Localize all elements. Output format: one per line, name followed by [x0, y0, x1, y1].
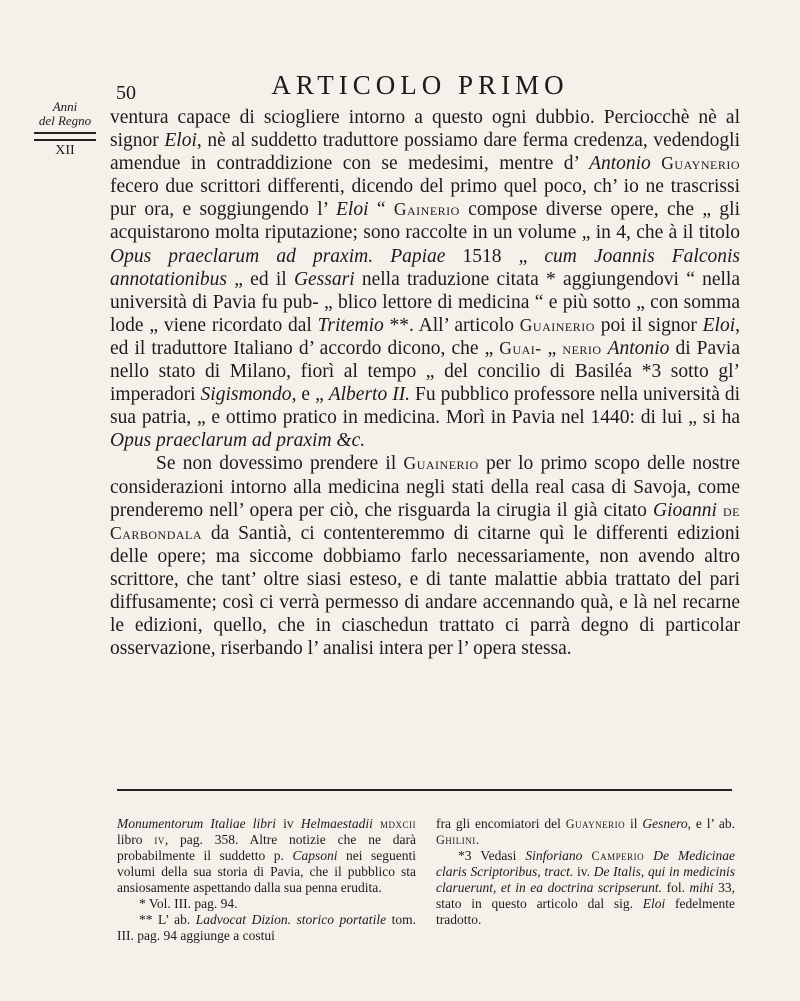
- text-run: di Pavia nello stato di Milano, fiorì al tempo „ del concilio di Basiléa *3 sotto gl’ imperadori: [110, 337, 740, 406]
- text-run: 1518 „: [445, 245, 545, 267]
- italic-run: Antonio: [589, 153, 651, 175]
- text-run: Fu pubblico professore nella università di sua patria, „ e ottimo pratico in medicina. Morì in Pavia nel 1440: di lui „ si ha: [110, 384, 740, 429]
- smallcaps-run: de Carbondala: [110, 499, 740, 543]
- text-run: , nè al suddetto traduttore possiamo dare ferma credenza, vedendogli amendue in contraddizione con se medesimi, mentre d’: [110, 130, 740, 175]
- smallcaps-run: Gainerio: [393, 199, 460, 220]
- text-run: poi il signor: [594, 314, 703, 336]
- italic-run: Eloi: [702, 314, 736, 336]
- italic-run: Eloi: [642, 896, 666, 911]
- footnote: [117, 912, 416, 944]
- main-text: [110, 106, 740, 660]
- margin-note-line1: Anni: [52, 99, 78, 114]
- italic-run: De Italis, qui in medicinis claruerunt, et in ea doctrina scripserunt.: [436, 864, 735, 895]
- footnote-separator: [117, 789, 732, 791]
- text-run: [373, 816, 380, 831]
- page-header: [110, 68, 730, 102]
- smallcaps-run: Guai-: [499, 337, 542, 358]
- text-run: [644, 848, 653, 863]
- text-run: , ed il traduttore Italiano d’ accordo dicono, che „: [110, 314, 740, 359]
- smallcaps-run: Guaynerio: [661, 153, 740, 174]
- smallcaps-run: mdxcii: [379, 817, 416, 831]
- text-run: .: [475, 832, 480, 847]
- text-run: fol.: [662, 880, 690, 895]
- margin-note-line2: del Regno: [38, 113, 92, 128]
- text-run: [651, 153, 661, 174]
- text-run: “: [368, 199, 394, 221]
- italic-run: Opus praeclarum ad praxim. Papiae: [110, 245, 446, 267]
- text-run: ** L’ ab.: [139, 912, 196, 927]
- text-run: *3 Vedasi: [458, 848, 526, 863]
- text-run: fedelmente tradotto.: [436, 896, 735, 927]
- italic-run: cum Joannis Falconis annotationibus: [110, 245, 741, 290]
- footnote: [436, 816, 735, 848]
- paragraph: [110, 452, 740, 660]
- italic-run: Helmaestadii: [300, 816, 373, 831]
- text-run: iv.: [573, 864, 594, 879]
- italic-run: Monumentorum Italiae libri: [117, 816, 277, 831]
- paragraph: [110, 106, 740, 452]
- smallcaps-run: nerio: [562, 337, 602, 358]
- margin-double-rule: [34, 132, 96, 141]
- footnote: [117, 816, 416, 896]
- text-run: , e „: [291, 384, 329, 406]
- text-run: per lo primo scopo delle nostre considerazioni intorno alla medicina negli stati della real casa di Savoja, come prenderemo nell’ opera per ciò, che risguarda la cirugia il già citato: [110, 453, 740, 521]
- text-run: Se non dovessimo prendere il: [156, 453, 404, 475]
- italic-run: Tritemio: [317, 314, 384, 336]
- text-run: ventura capace di sciogliere intorno a questo ogni dubbio. Perciocchè nè al signor: [110, 107, 740, 152]
- smallcaps-run: Guainerio: [519, 314, 595, 335]
- text-run: **. All’ articolo: [383, 314, 520, 336]
- italic-run: Gessari: [293, 268, 355, 290]
- italic-run: Capsoni: [292, 848, 338, 863]
- text-run: , e l’ ab.: [687, 816, 735, 831]
- italic-run: Alberto II.: [328, 384, 411, 406]
- text-run: * Vol. III. pag. 94.: [139, 896, 238, 911]
- text-run: nella traduzione citata * aggiungendovi “ nella università di Pavia fu pub- „ blico lettore di medicina “ e più sotto „ con somma lode „ viene ricordato dal: [110, 268, 740, 336]
- italic-run: Antonio: [607, 337, 670, 359]
- text-run: „: [541, 337, 563, 359]
- smallcaps-run: Guainerio: [403, 453, 479, 474]
- smallcaps-run: iv: [154, 833, 165, 847]
- page-number: 50: [116, 82, 136, 104]
- text-run: , pag. 358. Altre notizie che ne darà probabilmente il suddetto p.: [117, 832, 416, 863]
- footnotes: [117, 816, 735, 944]
- text-run: [582, 848, 591, 863]
- text-run: nei seguenti volumi della sua storia di Pavia, che il pubblico sta ansiosamente aspettando dalla sua penna erudita.: [117, 848, 416, 895]
- smallcaps-run: Ghilini: [436, 833, 476, 847]
- margin-regnal-note: [30, 100, 100, 158]
- smallcaps-run: Camperio: [591, 849, 645, 863]
- footnote: [436, 848, 735, 928]
- text-run: il: [625, 816, 643, 831]
- margin-regnal-year: XII: [55, 143, 75, 158]
- italic-run: Sigismondo: [200, 384, 292, 406]
- italic-run: Sinforiano: [525, 848, 583, 863]
- italic-run: mihi: [689, 880, 714, 895]
- text-run: da Santià, ci contenteremmo di citarne quì le differenti edizioni delle opere; ma siccome dobbiamo farlo necessariamente, non avendo altro scrittore, che tant’ oltre siasi esteso, e di tante malattie abbia trattato del pari diffusamente; così ci verrà permesso di andare accennando quà, e là nel recarne le edizioni, quello, che in ciaschedun trattato ci parrà degno di particolar osservazione, riserbando l’ analisi intera per l’ opera stessa.: [110, 522, 740, 660]
- italic-run: Gesnero: [642, 816, 688, 831]
- text-run: tom. III. pag. 94 aggiunge a costui: [117, 912, 416, 943]
- text-run: fra gli encomiatori del: [436, 816, 566, 831]
- footnote-column-right: [436, 816, 735, 944]
- running-head: ARTICOLO PRIMO: [271, 70, 569, 100]
- text-run: compose diverse opere, che „ gli acquistarono molta riputazione; sono raccolte in un volume „ in 4, che à il titolo: [110, 199, 740, 244]
- italic-run: Gioanni: [653, 499, 717, 521]
- text-run: fecero due scrittori differenti, dicendo del primo quel poco, ch’ io ne trascrissi pur ora, e soggiungendo l’: [110, 176, 740, 221]
- text-run: „ ed il: [227, 268, 294, 290]
- italic-run: Opus praeclarum ad praxim &c.: [110, 430, 366, 452]
- smallcaps-run: Guaynerio: [565, 817, 626, 831]
- text-run: 33, stato in questo articolo dal sig.: [436, 880, 735, 911]
- italic-run: Ladvocat Dizion. storico portatile: [195, 912, 387, 927]
- footnote-column-left: [117, 816, 416, 944]
- footnote: [117, 896, 416, 912]
- text-run: libro: [117, 832, 155, 847]
- italic-run: Eloi: [336, 199, 369, 221]
- italic-run: Eloi: [164, 130, 197, 152]
- italic-run: De Medicinae claris Scriptoribus, tract.: [436, 848, 736, 879]
- text-run: iv: [276, 816, 301, 831]
